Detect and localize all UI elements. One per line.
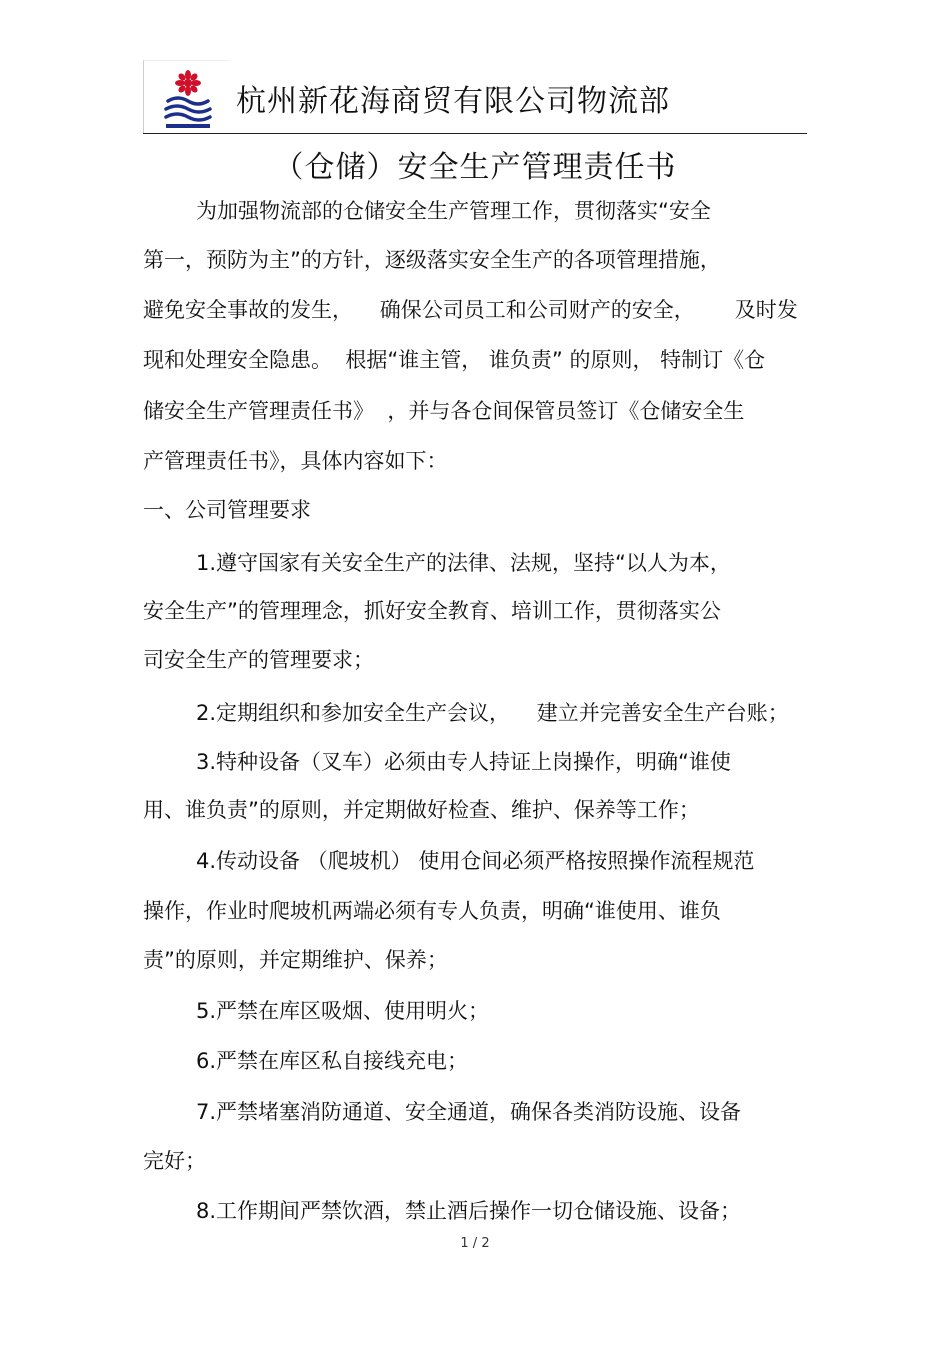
- section-heading: 一、公司管理要求: [143, 498, 311, 522]
- page-number: 1 / 2: [460, 1236, 490, 1251]
- list-item: 6.严禁在库区私自接线充电；: [196, 1049, 469, 1073]
- list-item: 5.严禁在库区吸烟、使用明火；: [196, 999, 490, 1023]
- company-name: 杭州新花海商贸有限公司物流部: [236, 84, 670, 119]
- list-item: 7.严禁堵塞消防通道、安全通道，确保各类消防设施、设备: [196, 1100, 742, 1124]
- list-item-continuation: 操作，作业时爬坡机两端必须有专人负责，明确“谁使用、谁负: [143, 899, 721, 923]
- body-line: 现和处理安全隐患。 根据“谁主管， 谁负责” 的原则， 特制订《仓: [143, 348, 766, 372]
- list-item-continuation: 司安全生产的管理要求；: [143, 648, 374, 672]
- body-line: 产管理责任书》，具体内容如下：: [143, 449, 448, 473]
- list-item-continuation: 安全生产”的管理理念，抓好安全教育、培训工作，贯彻落实公: [143, 599, 721, 623]
- body-line: 避免安全事故的发生， 确保公司员工和公司财产的安全， 及时发: [143, 298, 798, 322]
- company-logo: [143, 60, 230, 133]
- list-item: 1.遵守国家有关安全生产的法律、法规，坚持“以人为本，: [196, 551, 731, 575]
- body-line: 储安全生产管理责任书》 ，并与各仓间保管员签订《仓储安全生: [143, 399, 745, 423]
- header-divider: [143, 133, 807, 134]
- list-item-continuation: 完好；: [143, 1149, 206, 1173]
- list-item: 8.工作期间严禁饮酒，禁止酒后操作一切仓储设施、设备；: [196, 1199, 742, 1223]
- document-title: （仓储）安全生产管理责任书: [273, 150, 677, 185]
- list-item-continuation: 用、谁负责”的原则，并定期做好检查、维护、保养等工作；: [143, 798, 700, 822]
- flower-wave-logo-icon: [162, 69, 214, 129]
- list-item-continuation: 责”的原则，并定期维护、保养；: [143, 948, 448, 972]
- body-line: 为加强物流部的仓储安全生产管理工作，贯彻落实“安全: [196, 199, 711, 223]
- list-item: 4.传动设备 （爬坡机） 使用仓间必须严格按照操作流程规范: [196, 849, 755, 873]
- body-line: 第一，预防为主”的方针，逐级落实安全生产的各项管理措施，: [143, 248, 721, 272]
- list-item: 3.特种设备（叉车）必须由专人持证上岗操作，明确“谁使: [196, 750, 731, 774]
- list-item: 2.定期组织和参加安全生产会议， 建立并完善安全生产台账；: [196, 701, 789, 725]
